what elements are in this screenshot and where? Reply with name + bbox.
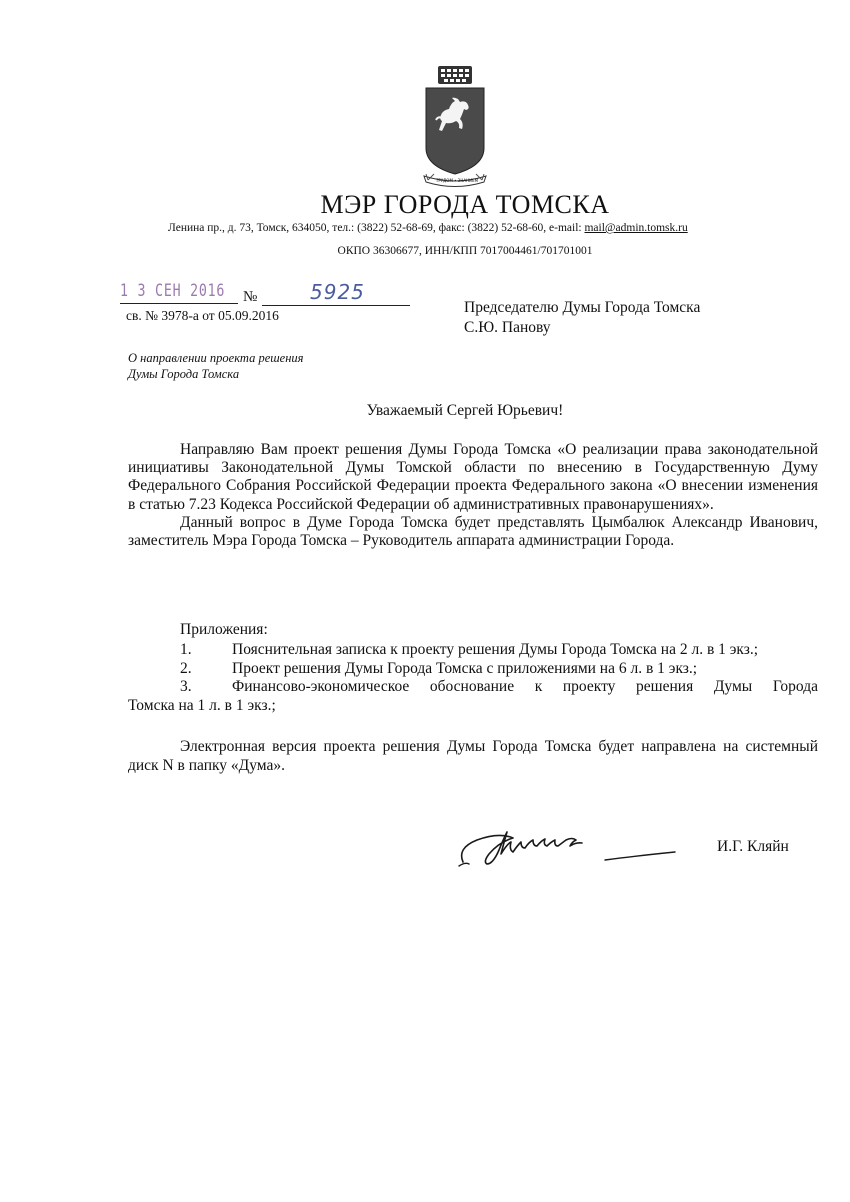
addressee — [464, 298, 700, 338]
electronic-version-note — [128, 738, 818, 775]
coat-motto: ТРУДОМ • ЗНАНИЕМ — [435, 178, 479, 183]
subject-line-1: О направлении проекта решения — [128, 351, 304, 365]
body-paragraph: Данный вопрос в Думе Города Томска будет представлять Цымбалюк Александр Иванович, заместитель Мэра Города Томска – Руководитель аппарата администрации Города. — [128, 513, 818, 550]
letter-subject — [128, 351, 304, 382]
letterhead-title: МЭР ГОРОДА ТОМСКА — [320, 190, 610, 219]
number-underline — [262, 305, 410, 306]
signer-name: И.Г. Кляйн — [717, 838, 789, 855]
reference-number: св. № 3978-а от 05.09.2016 — [126, 308, 279, 323]
greeting: Уважаемый Сергей Юрьевич! — [366, 402, 564, 419]
body-paragraph: Направляю Вам проект решения Думы Города Томска «О реализации права законодательной инициативы Законодательной Думы Томской области по внесению в Государственную Думу Федерального Собрания Российской Федерации проекта Федерального закона «О внесении изменения в статью 7.23 Кодекса Российской Федерации об административных правонарушениях». — [128, 441, 818, 513]
date-stamp: 1 3 СЕН 2016 — [120, 281, 226, 301]
attachment-text: Пояснительная записка к проекту решения Думы Города Томска на 2 л. в 1 экз.; — [232, 641, 759, 658]
addressee-position: Председателю Думы Города Томска — [464, 299, 701, 316]
attachment-number: 3. — [180, 678, 192, 695]
letterhead-codes: ОКПО 36306677, ИНН/КПП 7017004461/701701001 — [337, 245, 593, 257]
letter-body — [128, 441, 818, 550]
attachment-text: Финансово-экономическое обоснование к проекту решения Думы Города — [232, 678, 818, 695]
attachment-number: 1. — [180, 641, 192, 658]
attachment-item — [128, 660, 818, 679]
tomsk-coat-of-arms-icon — [420, 62, 490, 190]
email-link[interactable]: mail@admin.tomsk.ru — [584, 222, 688, 234]
contacts-text: Ленина пр., д. 73, Томск, 634050, тел.: (3822) 52-68-69, факс: (3822) 52-68-60, e-mail: — [168, 222, 585, 234]
date-underline — [120, 303, 238, 304]
handwritten-signature — [455, 822, 685, 876]
attachment-item — [128, 641, 818, 660]
registration-number: 5925 — [310, 280, 365, 304]
number-sign: № — [243, 289, 258, 305]
attachment-continuation: Томска на 1 л. в 1 экз.; — [128, 696, 276, 714]
attachments-heading: Приложения: — [180, 621, 268, 638]
attachment-text: Проект решения Думы Города Томска с приложениями на 6 л. в 1 экз.; — [232, 659, 698, 677]
attachment-number: 2. — [180, 659, 192, 677]
electronic-paragraph: Электронная версия проекта решения Думы Города Томска будет направлена на системный диск N в папку «Дума». — [128, 738, 818, 774]
attachments-list — [128, 641, 818, 715]
subject-line-2: Думы Города Томска — [128, 366, 240, 381]
letterhead-contacts — [168, 222, 768, 234]
addressee-name: С.Ю. Панову — [464, 319, 551, 336]
attachment-item — [128, 678, 818, 697]
